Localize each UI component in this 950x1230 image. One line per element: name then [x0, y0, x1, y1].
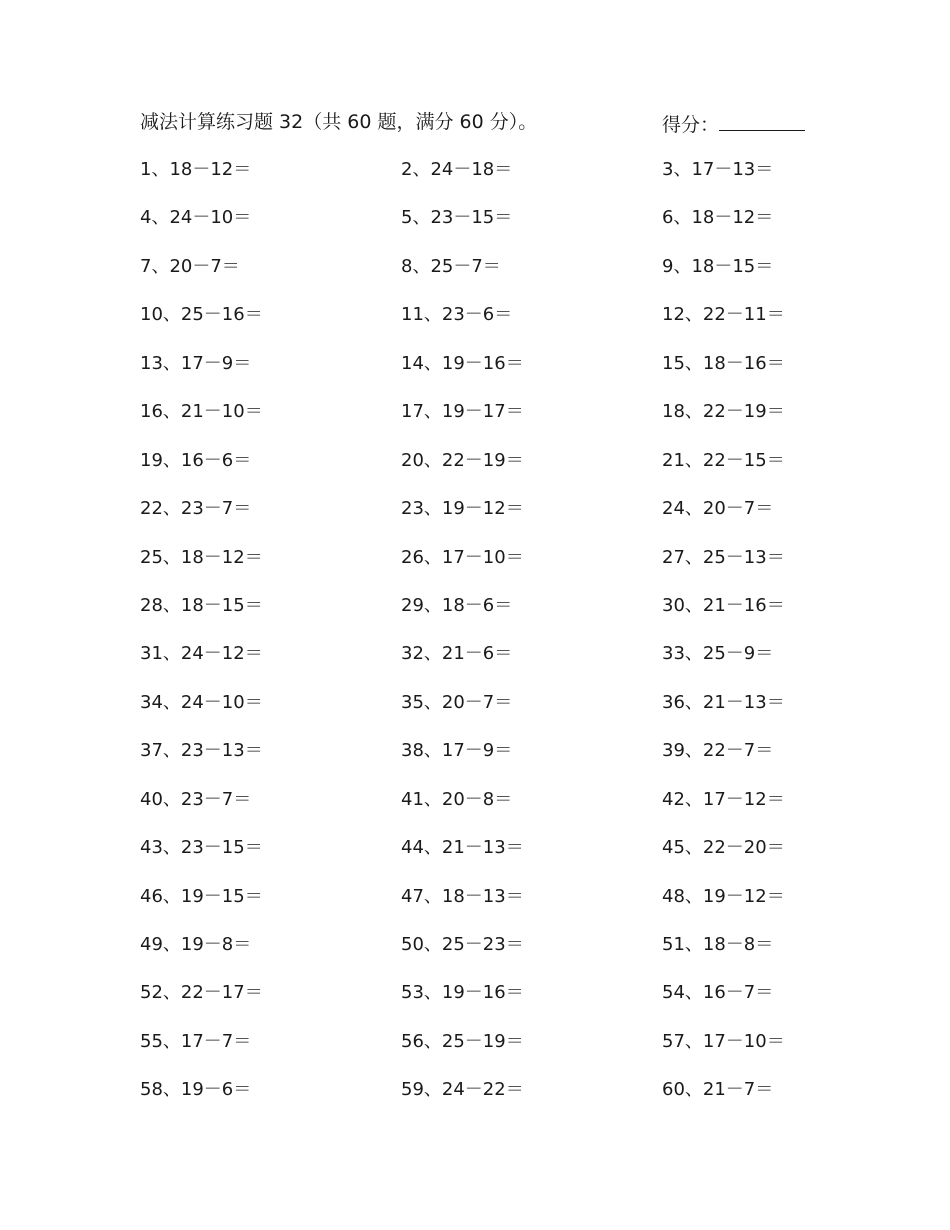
problem-item: 31、24－12＝ — [140, 643, 263, 665]
problem-item: 48、19－12＝ — [662, 885, 785, 907]
problem-item: 19、16－6＝ — [140, 449, 252, 471]
problem-item: 34、24－10＝ — [140, 691, 263, 713]
problem-item: 28、18－15＝ — [140, 594, 263, 616]
problem-item: 40、23－7＝ — [140, 788, 252, 810]
problem-item: 7、20－7＝ — [140, 255, 240, 277]
problem-item: 47、18－13＝ — [401, 885, 524, 907]
problem-item: 36、21－13＝ — [662, 691, 785, 713]
problem-item: 55、17－7＝ — [140, 1030, 252, 1052]
problem-item: 50、25－23＝ — [401, 934, 524, 955]
problem-item: 30、21－16＝ — [662, 594, 785, 616]
score-blank-line — [719, 108, 805, 131]
problem-item: 58、19－6＝ — [140, 1079, 252, 1101]
problem-item: 29、18－6＝ — [401, 594, 513, 616]
problem-item: 5、23－15＝ — [401, 207, 513, 229]
problem-item: 25、18－12＝ — [140, 546, 263, 568]
problem-item: 11、23－6＝ — [401, 304, 513, 326]
problem-item: 46、19－15＝ — [140, 885, 263, 907]
worksheet-title: 减法计算练习题 32（共 60 题，满分 60 分）。 — [140, 111, 538, 133]
problem-item: 14、19－16＝ — [401, 352, 524, 374]
problem-item: 45、22－20＝ — [662, 837, 785, 859]
problem-item: 35、20－7＝ — [401, 691, 513, 713]
problem-item: 22、23－7＝ — [140, 498, 252, 520]
problem-item: 53、19－16＝ — [401, 982, 524, 1004]
problem-item: 17、19－17＝ — [401, 401, 524, 423]
problem-item: 24、20－7＝ — [662, 498, 774, 520]
problem-item: 18、22－19＝ — [662, 401, 785, 423]
problem-item: 41、20－8＝ — [401, 788, 513, 810]
problem-item: 54、16－7＝ — [662, 982, 774, 1004]
problem-item: 52、22－17＝ — [140, 982, 263, 1004]
problem-item: 2、24－18＝ — [401, 159, 513, 180]
problem-item: 60、21－7＝ — [662, 1079, 774, 1101]
problem-item: 39、22－7＝ — [662, 740, 774, 762]
problem-item: 32、21－6＝ — [401, 643, 513, 665]
problem-item: 20、22－19＝ — [401, 449, 524, 471]
problem-item: 56、25－19＝ — [401, 1030, 524, 1052]
problem-item: 6、18－12＝ — [662, 207, 774, 229]
problem-item: 49、19－8＝ — [140, 934, 252, 955]
problem-item: 9、18－15＝ — [662, 255, 774, 277]
problem-item: 33、25－9＝ — [662, 643, 774, 665]
problem-item: 1、18－12＝ — [140, 159, 252, 180]
problem-item: 26、17－10＝ — [401, 546, 524, 568]
problem-item: 59、24－22＝ — [401, 1079, 524, 1101]
problem-item: 16、21－10＝ — [140, 401, 263, 423]
problem-item: 57、17－10＝ — [662, 1030, 785, 1052]
problem-item: 13、17－9＝ — [140, 352, 252, 374]
problem-item: 44、21－13＝ — [401, 837, 524, 859]
problem-item: 23、19－12＝ — [401, 498, 524, 520]
problem-item: 37、23－13＝ — [140, 740, 263, 762]
score-field — [662, 108, 805, 139]
problem-item: 4、24－10＝ — [140, 207, 252, 229]
problem-item: 42、17－12＝ — [662, 788, 785, 810]
problem-grid — [140, 156, 840, 1125]
problem-item: 12、22－11＝ — [662, 304, 785, 326]
problem-item: 15、18－16＝ — [662, 352, 785, 374]
score-label: 得分： — [662, 114, 720, 136]
problem-item: 51、18－8＝ — [662, 934, 774, 955]
problem-item: 43、23－15＝ — [140, 837, 263, 859]
problem-item: 21、22－15＝ — [662, 449, 785, 471]
problem-item: 27、25－13＝ — [662, 546, 785, 568]
problem-item: 38、17－9＝ — [401, 740, 513, 762]
problem-item: 3、17－13＝ — [662, 159, 774, 180]
problem-item: 8、25－7＝ — [401, 255, 501, 277]
problem-item: 10、25－16＝ — [140, 304, 263, 326]
